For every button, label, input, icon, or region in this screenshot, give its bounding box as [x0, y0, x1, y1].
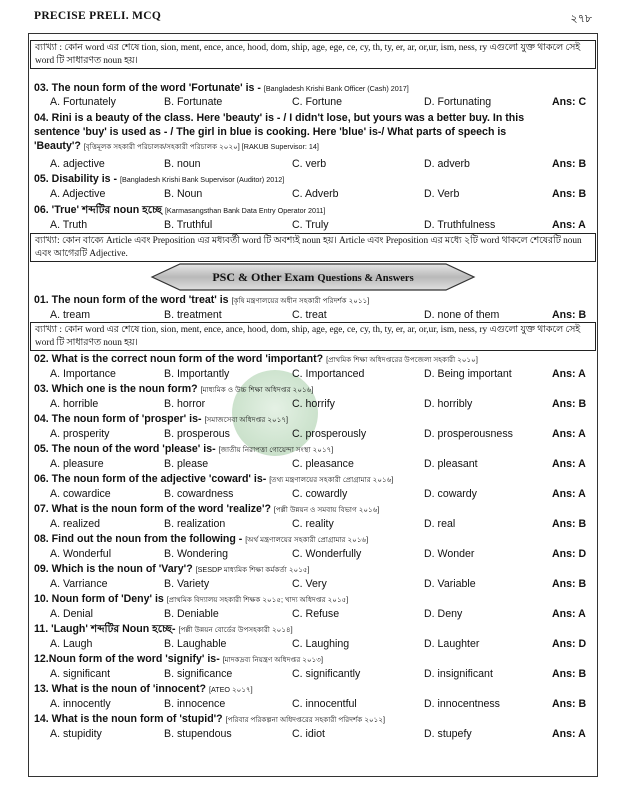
option-d: D. Being important [424, 368, 512, 380]
options-row [34, 517, 594, 531]
option-c: C. Importanced [292, 368, 365, 380]
option-b: B. stupendous [164, 728, 232, 740]
option-d: D. Verb [424, 188, 460, 200]
option-a: A. stupidity [50, 728, 102, 740]
option-c: C. idiot [292, 728, 325, 740]
options-row [34, 427, 594, 441]
option-b: B. innocence [164, 698, 226, 710]
options-row [34, 95, 594, 109]
question-text: 03. Which one is the noun form? [34, 383, 198, 395]
option-d: D. Wonder [424, 548, 475, 560]
option-d: D. adverb [424, 158, 470, 170]
answer: Ans: B [552, 158, 587, 170]
option-d: D. stupefy [424, 728, 472, 740]
answer: Ans: A [552, 368, 586, 380]
question-source: [মাধ্যমিক ও উচ্চ শিক্ষা অধিদপ্তর ২০১৬] [200, 385, 314, 394]
answer: Ans: A [552, 458, 586, 470]
question-source: [Karmasangsthan Bank Data Entry Operator 2011] [164, 206, 326, 215]
question-source: [কৃষি মন্ত্রণালয়ের অধীন সহকারী পরিদর্শক ২০১১] [231, 296, 370, 305]
option-d: D. cowardy [424, 488, 477, 500]
question-source: [ATEO ২০১৭] [208, 685, 253, 694]
options-row [34, 547, 594, 561]
question-line: 04. Rini is a beauty of the class. Here 'beauty' is - / I didn't lose, but yours was a better buy. In this [34, 112, 525, 124]
option-a: A. Fortunately [50, 96, 116, 108]
option-a: A. prosperity [50, 428, 110, 440]
option-b: B. Laughable [164, 638, 227, 650]
answer: Ans: D [552, 638, 587, 650]
question-text: 05. Disability is - [34, 173, 118, 185]
banner-title [150, 270, 476, 285]
option-c: C. Adverb [292, 188, 339, 200]
options-row [34, 697, 594, 711]
option-a: A. Adjective [50, 188, 106, 200]
option-a: A. horrible [50, 398, 99, 410]
option-a: A. Wonderful [50, 548, 112, 560]
question-title [34, 111, 594, 154]
answer: Ans: D [552, 548, 587, 560]
question-source: [অর্থ মন্ত্রণালয়ের সহকারী প্রোগ্রামার ২০১৬] [245, 535, 369, 544]
question-line [34, 139, 594, 154]
option-d: D. prosperousness [424, 428, 513, 440]
option-a: A. innocently [50, 698, 111, 710]
answer: Ans: B [552, 188, 587, 200]
answer: Ans: B [552, 698, 587, 710]
question-title [34, 652, 594, 667]
option-b: B. please [164, 458, 209, 470]
question-text: 02. What is the correct noun form of the word 'important? [34, 353, 324, 365]
options-row [34, 607, 594, 621]
question-source: [Bangladesh Krishi Bank Supervisor (Auditor) 2012] [119, 175, 285, 184]
question-source: [সমাজসেবা অধিদপ্তর ২০১৭] [204, 415, 289, 424]
option-d: D. horribly [424, 398, 473, 410]
option-b: B. Variety [164, 578, 210, 590]
page-header [34, 10, 592, 28]
question-text: 14. What is the noun form of 'stupid'? [34, 713, 223, 725]
answer: Ans: A [552, 219, 586, 231]
option-c: C. Truly [292, 219, 329, 231]
answer: Ans: A [552, 728, 586, 740]
question-title [34, 382, 594, 397]
question-text: 08. Find out the noun from the following - [34, 533, 243, 545]
option-a: A. realized [50, 518, 101, 530]
option-a: A. cowardice [50, 488, 111, 500]
option-c: C. Very [292, 578, 327, 590]
question-text: 05. The noun of the word 'please' is- [34, 443, 216, 455]
question-title [34, 352, 594, 367]
question-source: [তথ্য মন্ত্রণালয়ের সহকারী প্রোগ্রামার ২০১৬] [269, 475, 394, 484]
question-title [34, 172, 594, 187]
option-c: C. Laughing [292, 638, 350, 650]
option-c: C. cowardly [292, 488, 348, 500]
option-c: C. innocentful [292, 698, 357, 710]
options-row [34, 187, 594, 201]
option-a: A. significant [50, 668, 111, 680]
options-row [34, 637, 594, 651]
question-source: [পল্লী উন্নয়ন বোর্ডের উপসহকারী ২০১৪] [178, 625, 293, 634]
question-source: [পল্লী উন্নয়ন ও সমবায় বিভাগ ২০১৬] [273, 505, 380, 514]
option-c: C. reality [292, 518, 334, 530]
question-title [34, 682, 594, 697]
answer: Ans: A [552, 488, 586, 500]
question-title [34, 592, 594, 607]
question-text: 'Beauty'? [34, 140, 81, 152]
options-row [34, 397, 594, 411]
option-c: C. Refuse [292, 608, 340, 620]
option-b: B. realization [164, 518, 226, 530]
option-d: D. Laughter [424, 638, 480, 650]
option-b: B. Deniable [164, 608, 219, 620]
question-title [34, 532, 594, 547]
option-c: C. pleasance [292, 458, 354, 470]
question-title [34, 203, 594, 218]
answer: Ans: B [552, 518, 587, 530]
book-title: PRECISE PRELI. MCQ [34, 10, 162, 22]
option-b: B. Wondering [164, 548, 228, 560]
option-a: A. Laugh [50, 638, 93, 650]
option-d: D. Truthfulness [424, 219, 496, 231]
banner-main-text: PSC & Other Exam [212, 270, 315, 284]
option-c: C. Wonderfully [292, 548, 362, 560]
answer: Ans: A [552, 428, 586, 440]
question-source: [প্রাথমিক শিক্ষা অধিদপ্তরের উপজেলা সহকারী ২০১০] [326, 355, 478, 364]
question-source: [Bangladesh Krishi Bank Officer (Cash) 2017] [263, 84, 409, 93]
option-a: A. adjective [50, 158, 105, 170]
options-row [34, 367, 594, 381]
question-text: 13. What is the noun of 'innocent? [34, 683, 207, 695]
question-title [34, 622, 594, 637]
option-a: A. Varriance [50, 578, 108, 590]
option-c: C. verb [292, 158, 327, 170]
question-text: 04. The noun form of 'prosper' is- [34, 413, 202, 425]
question-text: 06. The noun form of the adjective 'coward' is- [34, 473, 267, 485]
option-a: A. Denial [50, 608, 93, 620]
option-a: A. tream [50, 309, 91, 321]
option-b: B. treatment [164, 309, 222, 321]
option-b: B. noun [164, 158, 201, 170]
option-b: B. cowardness [164, 488, 234, 500]
options-row [34, 667, 594, 681]
option-d: D. Deny [424, 608, 463, 620]
option-d: D. real [424, 518, 456, 530]
options-row [34, 157, 594, 171]
options-row [34, 727, 594, 741]
option-d: D. pleasant [424, 458, 478, 470]
question-text: 07. What is the noun form of the word 'realize'? [34, 503, 271, 515]
option-b: B. prosperous [164, 428, 230, 440]
option-b: B. Importantly [164, 368, 230, 380]
question-title [34, 81, 594, 96]
option-c: C. horrify [292, 398, 335, 410]
options-row [34, 487, 594, 501]
option-a: A. Importance [50, 368, 116, 380]
explanation-box: ব্যাখ্যা: কোন বাক্যে Article এবং Preposition এর মধ্যবর্তী word টি অবশ্যই noun হয়। Article এবং Preposition এর মধ্যে ২টি word থাকলে শেষেরটি noun এবং আগেরটি Adjective. [30, 233, 596, 262]
option-b: B. Fortunate [164, 96, 223, 108]
question-source: [জাতীয় নিরাপত্তা গোয়েন্দা সংস্থা ২০১৭] [218, 445, 334, 454]
question-title [34, 472, 594, 487]
option-d: D. Fortunating [424, 96, 492, 108]
option-b: B. Noun [164, 188, 203, 200]
option-c: C. prosperously [292, 428, 367, 440]
answer: Ans: B [552, 309, 587, 321]
question-text: 10. Noun form of 'Deny' is [34, 593, 164, 605]
answer: Ans: C [552, 96, 587, 108]
explanation-box: ব্যাখ্যা : কোন word এর শেষে tion, sion, ment, ence, ance, hood, dom, ship, age, ege, ce, cy, th, ty, er, ar, or,ur, ism, ness, ry এগুলো যুক্ত থাকলে সেই word টি সাধারণত noun হয়। [30, 322, 596, 351]
section-banner [150, 262, 476, 292]
question-text: 11. 'Laugh' শব্দটির Noun হচ্ছে- [34, 623, 176, 635]
answer: Ans: B [552, 668, 587, 680]
question-text: 09. Which is the noun of 'Vary'? [34, 563, 193, 575]
question-title [34, 442, 594, 457]
option-a: A. pleasure [50, 458, 104, 470]
options-row [34, 218, 594, 232]
option-b: B. significance [164, 668, 233, 680]
options-row [34, 457, 594, 471]
answer: Ans: B [552, 398, 587, 410]
option-c: C. Fortune [292, 96, 343, 108]
option-b: B. Truthful [164, 219, 213, 231]
question-text: 12.Noun form of the word 'signify' is- [34, 653, 220, 665]
question-title [34, 412, 594, 427]
options-row [34, 308, 594, 322]
option-c: C. treat [292, 309, 327, 321]
question-source: [SESDP মাধ্যমিক শিক্ষা কর্মকর্তা ২০১৫] [195, 565, 310, 574]
question-source: [বৃত্তিমূলক সহকারী পরিচালক/সহকারী পরিচালক ২০২০] [RAKUB Supervisor: 14] [83, 142, 319, 151]
option-d: D. innocentness [424, 698, 500, 710]
page-number: ২৭৮ [570, 13, 592, 25]
question-title [34, 502, 594, 517]
answer: Ans: B [552, 578, 587, 590]
option-a: A. Truth [50, 219, 88, 231]
question-text: 01. The noun form of the word 'treat' is [34, 294, 229, 306]
option-d: D. none of them [424, 309, 500, 321]
options-row [34, 577, 594, 591]
question-source: [মাদকদ্রব্য নিয়ন্ত্রণ অধিদপ্তর ২০১৩] [222, 655, 323, 664]
option-b: B. horror [164, 398, 206, 410]
answer: Ans: A [552, 608, 586, 620]
banner-sub-text: Questions & Answers [317, 273, 414, 284]
explanation-box: ব্যাখ্যা : কোন word এর শেষে tion, sion, ment, ence, ance, hood, dom, ship, age, ege, ce, cy, th, ty, er, ar, or,ur, ism, ness, ry এগুলো যুক্ত থাকলে সেই word টি সাধারণত noun হয়। [30, 40, 596, 69]
question-line: sentence 'buy' is used as - / The girl in blue is cooking. Here 'blue' is-/ What parts of speech is [34, 126, 507, 138]
option-c: C. significantly [292, 668, 361, 680]
question-source: [প্রাথমিক বিদ্যালয় সহকারী শিক্ষক ২০১৫; খাদ্য অধিদপ্তর ২০১৫] [166, 595, 349, 604]
question-source: [পরিবার পরিকল্পনা অধিদপ্তরের সহকারী পরিদর্শক ২০১২] [225, 715, 386, 724]
option-d: D. insignificant [424, 668, 493, 680]
question-title [34, 562, 594, 577]
option-d: D. Variable [424, 578, 476, 590]
question-title [34, 293, 594, 308]
question-text: 03. The noun form of the word 'Fortunate' is - [34, 82, 261, 94]
question-text: 06. 'True' শব্দটির noun হচ্ছে [34, 204, 162, 216]
question-title [34, 712, 594, 727]
